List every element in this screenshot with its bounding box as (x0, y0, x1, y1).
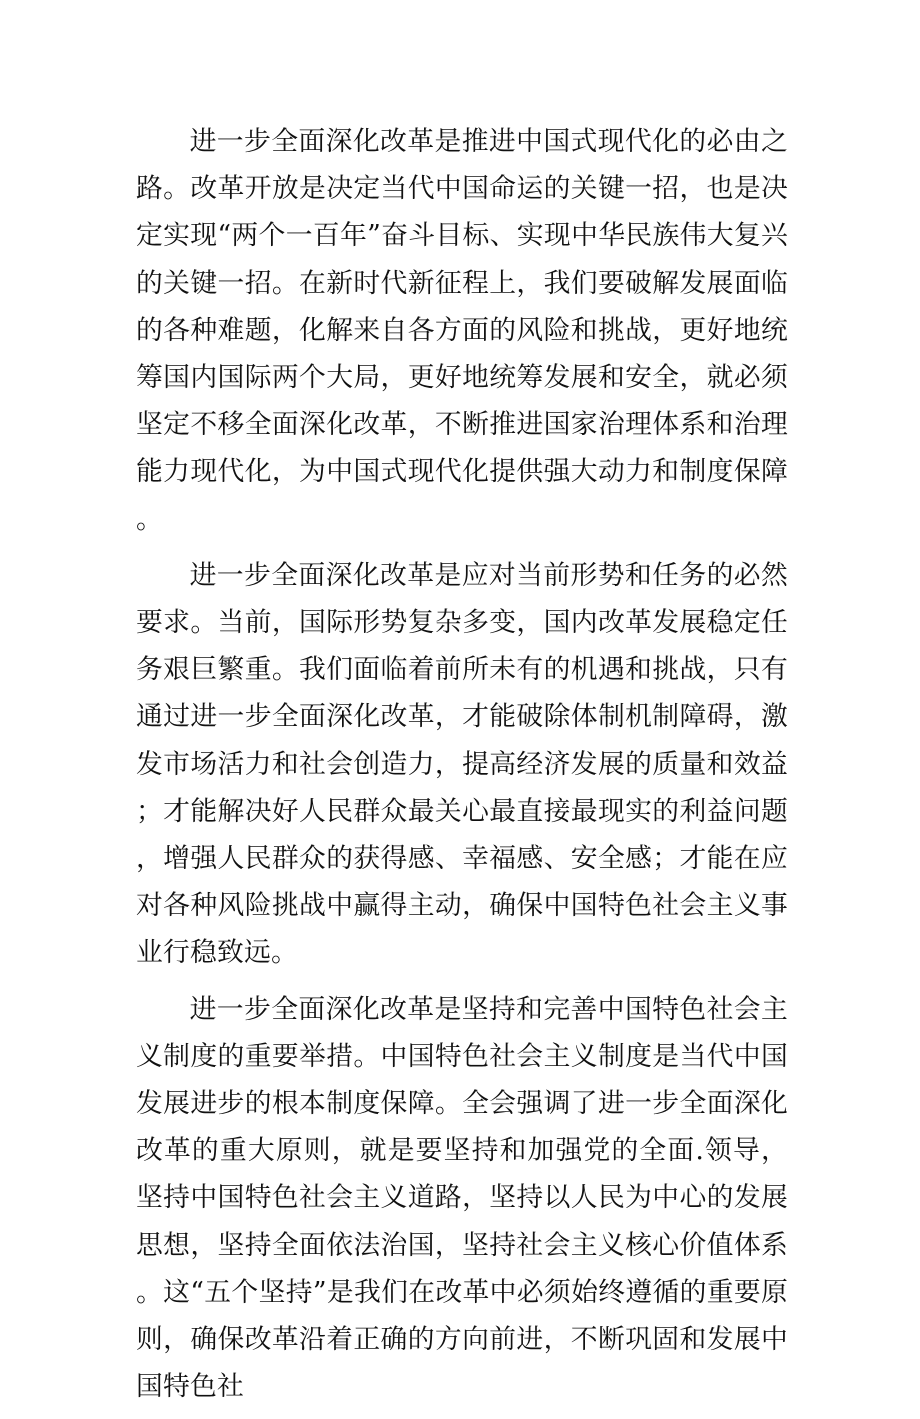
paragraph-3: 进一步全面深化改革是坚持和完善中国特色社会主义制度的重要举措。中国特色社会主义制度是当代中国发展进步的根本制度保障。全会强调了进一步全面深化改革的重大原则，就是要坚持和加强党的全面.领导，坚持中国特色社会主义道路，坚持以人民为中心的发展思想，坚持全面依法治国，坚持社会主义核心价值体系。这“五个坚持”是我们在改革中必须始终遵循的重要原则，确保改革沿着正确的方向前进，不断巩固和发展中国特色社 (136, 993, 788, 1403)
paragraph-1: 进一步全面深化改革是推进中国式现代化的必由之路。改革开放是决定当代中国命运的关键一招，也是决定实现“两个一百年”奋斗目标、实现中华民族伟大复兴的关键一招。在新时代新征程上，我们要破解发展面临的各种难题，化解来自各方面的风险和挑战，更好地统筹国内国际两个大局，更好地统筹发展和安全，就必须坚定不移全面深化改革，不断推进国家治理体系和治理能力现代化，为中国式现代化提供强大动力和制度保障。 (136, 126, 788, 535)
paragraph-2: 进一步全面深化改革是应对当前形势和任务的必然要求。当前，国际形势复杂多变，国内改革发展稳定任务艰巨繁重。我们面临着前所未有的机遇和挑战，只有通过进一步全面深化改革，才能破除体制机制障碍，激发市场活力和社会创造力，提高经济发展的质量和效益；才能解决好人民群众最关心最直接最现实的利益问题，增强人民群众的获得感、幸福感、安全感；才能在应对各种风险挑战中赢得主动，确保中国特色社会主义事业行稳致远。 (136, 559, 788, 969)
document-body (136, 118, 788, 1419)
